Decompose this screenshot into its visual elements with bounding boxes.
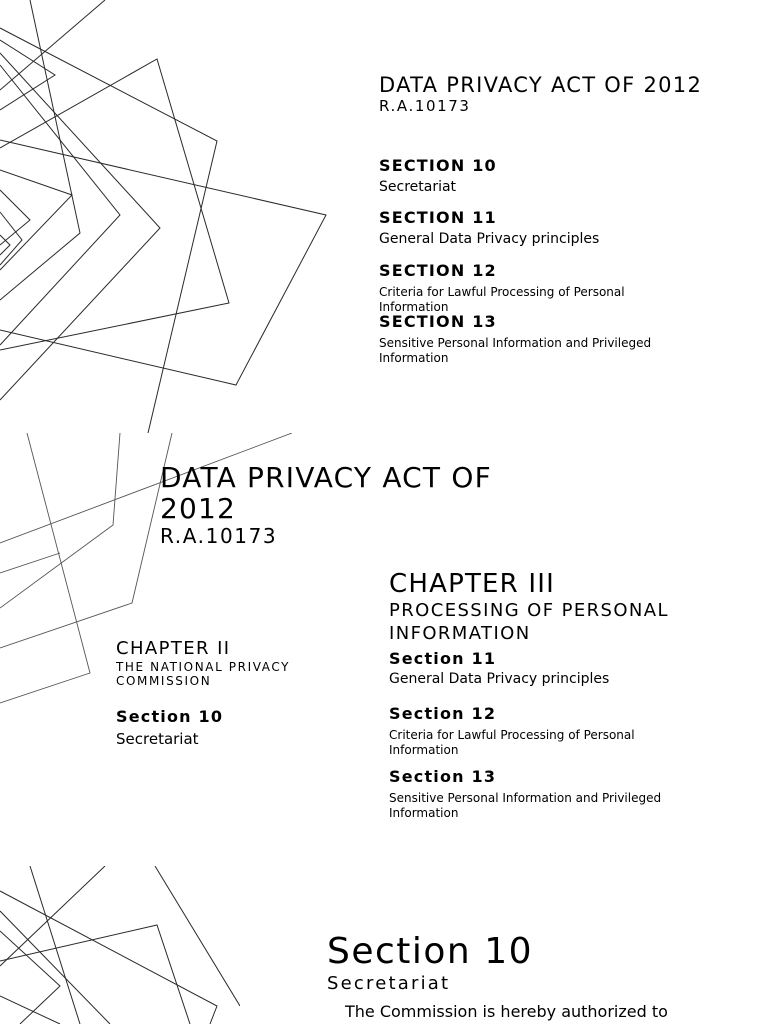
section-description: Criteria for Lawful Processing of Personal Information	[389, 728, 635, 757]
section-description: Sensitive Personal Information and Privileged Information	[389, 791, 662, 820]
chapter-ii-subtitle: THE NATIONAL PRIVACY COMMISSION	[116, 660, 291, 689]
section-heading: Section 11	[389, 649, 497, 668]
section-heading: SECTION 13	[379, 312, 497, 331]
section-heading: Section 13	[389, 767, 497, 786]
section-description: Secretariat	[116, 730, 199, 748]
section-description: Sensitive Personal Information and Privileged Information	[379, 336, 652, 365]
slide-subtitle: Secretariat	[327, 973, 451, 994]
section-description: General Data Privacy principles	[379, 231, 600, 247]
section-heading: Section 12	[389, 704, 497, 723]
slide-1	[0, 0, 768, 433]
chapter-ii-title: CHAPTER II	[116, 638, 231, 659]
slide-title: Section 10	[327, 931, 534, 972]
section-heading: SECTION 12	[379, 261, 497, 280]
section-heading: SECTION 10	[379, 156, 497, 175]
slide-body-text: The Commission is hereby authorized to	[345, 1002, 668, 1021]
slide-subtitle: R.A.10173	[379, 97, 471, 115]
slide-title: DATA PRIVACY ACT OF 2012	[160, 461, 492, 525]
section-description: General Data Privacy principles	[389, 671, 610, 687]
slide-title: DATA PRIVACY ACT OF 2012	[379, 73, 703, 97]
section-description: Criteria for Lawful Processing of Personal Information	[379, 285, 625, 314]
section-description: Secretariat	[379, 179, 457, 195]
slide-3	[0, 866, 768, 1024]
geometric-line-art	[0, 866, 240, 1024]
section-heading: SECTION 11	[379, 208, 497, 227]
geometric-line-art	[0, 0, 340, 433]
chapter-iii-title: CHAPTER III	[389, 569, 556, 599]
slide-subtitle: R.A.10173	[160, 524, 278, 548]
slide-2	[0, 433, 768, 866]
section-heading: Section 10	[116, 707, 224, 726]
chapter-iii-subtitle: PROCESSING OF PERSONAL INFORMATION	[389, 600, 669, 644]
